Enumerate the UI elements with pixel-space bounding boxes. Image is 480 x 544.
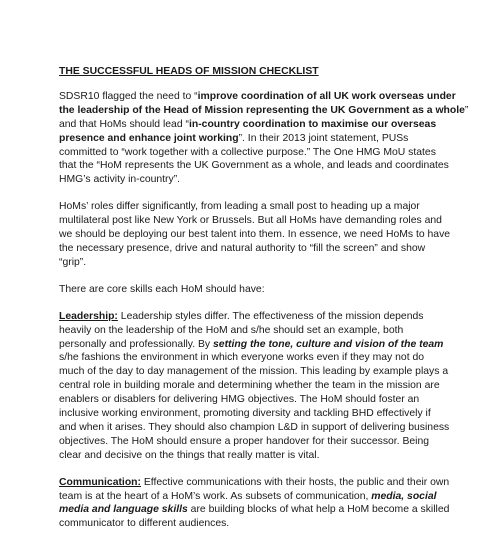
text-line: communicator to different audiences. xyxy=(59,518,230,530)
bold-italic-run: media, social xyxy=(371,490,437,502)
text-run: Effective communications with their hosts, the public and their own xyxy=(140,476,450,488)
text-run: Leadership styles differ. The effectiveness of the mission depends xyxy=(117,310,424,322)
document-title: THE SUCCESSFUL HEADS OF MISSION CHECKLIST xyxy=(59,66,319,77)
text-run: and that HoMs should lead “ xyxy=(59,118,189,130)
text-line: much of the day to day management of the mission. This leading by example plays a xyxy=(59,366,449,378)
document-body xyxy=(59,65,469,544)
text-line: committed to “work together with a collective purpose.” The One HMG MoU states xyxy=(59,146,436,158)
text-line: we should be deploying our best talent into them. In essence, we need HoMs to have xyxy=(59,229,451,241)
text-line: multilateral post like New York or Brussels. But all HoMs have demanding roles and xyxy=(59,215,442,227)
text-line xyxy=(59,490,437,504)
paragraph-sdsr10 xyxy=(59,90,469,187)
text-run: ” xyxy=(464,104,469,116)
communication-heading: Communication: xyxy=(59,476,141,488)
text-line: “grip”. xyxy=(59,256,87,268)
text-line: the necessary presence, drive and natural authority to “fill the screen” and show xyxy=(59,242,426,254)
paragraph-core-skills xyxy=(59,283,429,297)
text-line xyxy=(59,476,450,490)
text-run: ”. In their 2013 joint statement, PUSs xyxy=(238,132,409,144)
text-line: enablers or disablers for delivering HMG objectives. The HoM should foster an xyxy=(59,394,420,406)
text-line: clear and decisive on the things that really matter is vital. xyxy=(59,449,320,461)
paragraph-communication xyxy=(59,476,450,532)
text-run: SDSR10 flagged the need to “ xyxy=(59,90,198,102)
text-line xyxy=(59,310,429,324)
bold-italic-run: media and language skills xyxy=(59,504,188,516)
text-run: team is at the heart of a HoM’s work. As subsets of communication, xyxy=(59,490,372,502)
text-line xyxy=(59,338,444,352)
text-line: HMG’s activity in-country”. xyxy=(59,174,181,186)
text-line xyxy=(59,118,437,132)
text-line: objectives. The HoM should ensure a proper handover for their successor. Being xyxy=(59,435,430,447)
bold-run: presence and enhance joint working xyxy=(59,132,239,144)
text-line: that the “HoM represents the UK Government as a whole, and leads and coordinates xyxy=(59,160,449,172)
text-line: inclusive working environment, promoting diversity and tackling BHD effectively if xyxy=(59,408,431,420)
text-line: and when it arises. They should also champion L&D in support of delivering business xyxy=(59,421,450,433)
bold-run: the leadership of the Head of Mission representing the UK Government as a whole xyxy=(59,104,465,116)
text-line xyxy=(59,104,469,118)
paragraph-leadership xyxy=(59,310,450,463)
text-line: s/he fashions the environment in which everyone works even if they may not do xyxy=(59,352,425,364)
text-line: There are core skills each HoM should have: xyxy=(59,283,265,295)
text-line xyxy=(59,90,456,104)
text-line: heavily on the leadership of the HoM and s/he should set an example, both xyxy=(59,324,404,336)
bold-run: improve coordination of all UK work overseas under xyxy=(197,90,456,102)
text-line xyxy=(59,132,429,146)
text-line: HoMs’ roles differ significantly, from leading a small post to heading up a major xyxy=(59,201,420,213)
paragraph-hom-roles xyxy=(59,200,451,270)
bold-run: in-country coordination to maximise our overseas xyxy=(188,118,437,130)
text-line: central role in building morale and determining whether the team in the mission are xyxy=(59,380,440,392)
leadership-heading: Leadership: xyxy=(59,310,118,322)
text-run: are building blocks of what help a HoM become a skilled xyxy=(187,504,450,516)
text-run: personally and professionally. By xyxy=(59,338,214,350)
text-line xyxy=(59,503,450,517)
bold-italic-run: setting the tone, culture and vision of the team xyxy=(213,338,444,350)
